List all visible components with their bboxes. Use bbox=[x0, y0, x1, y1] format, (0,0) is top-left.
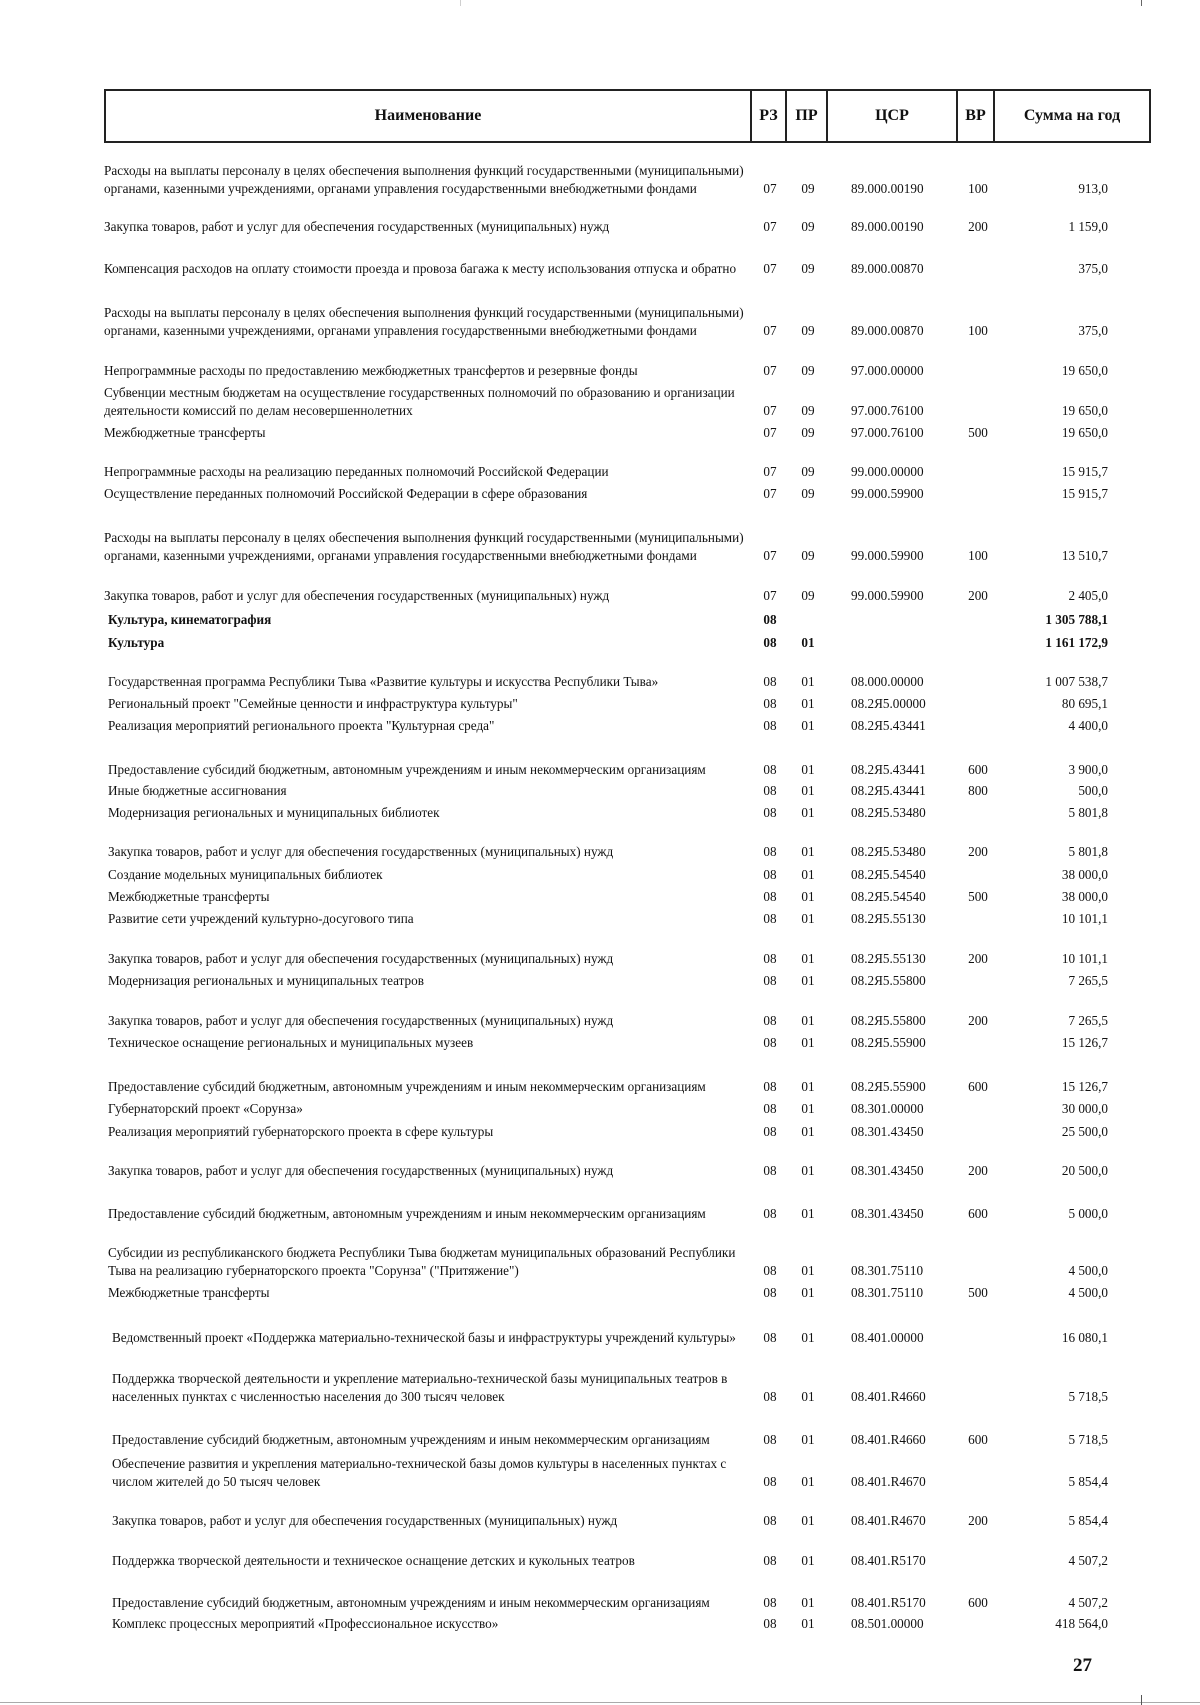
row-pr: 09 bbox=[801, 261, 815, 276]
row-rz: 07 bbox=[763, 486, 777, 501]
row-rz: 07 bbox=[763, 363, 777, 378]
row-vr: 200 bbox=[968, 1163, 988, 1178]
row-rz: 08 bbox=[763, 696, 777, 711]
row-csr: 89.000.00870 bbox=[851, 323, 924, 338]
row-name: Предоставление субсидий бюджетным, автономным учреждениям и иным некоммерческим организациям bbox=[108, 1206, 706, 1221]
row-name: Субвенции местным бюджетам на осуществление государственных полномочий по образованию и организации деятельности комиссий по делам несовершеннолетних bbox=[104, 385, 735, 418]
row-csr: 08.401.R4660 bbox=[851, 1389, 926, 1404]
row-pr: 01 bbox=[801, 783, 815, 798]
row-rz: 08 bbox=[763, 1163, 777, 1178]
row-sum: 5 801,8 bbox=[1068, 844, 1108, 859]
row-csr: 08.401.R4660 bbox=[851, 1432, 926, 1447]
row-csr: 08.301.43450 bbox=[851, 1206, 924, 1221]
row-rz: 08 bbox=[763, 1263, 777, 1278]
scan-artifact bbox=[0, 1702, 1200, 1703]
row-rz: 08 bbox=[763, 1432, 777, 1447]
row-name: Закупка товаров, работ и услуг для обеспечения государственных (муниципальных) нужд bbox=[104, 219, 610, 234]
row-rz: 07 bbox=[763, 403, 777, 418]
row-sum: 15 915,7 bbox=[1061, 486, 1108, 501]
row-pr: 01 bbox=[801, 805, 815, 820]
row-vr: 100 bbox=[968, 181, 988, 196]
row-name: Межбюджетные трансферты bbox=[108, 889, 270, 904]
row-name: Непрограммные расходы на реализацию переданных полномочий Российской Федерации bbox=[104, 464, 609, 479]
row-rz: 08 bbox=[763, 1101, 777, 1116]
row-sum: 375,0 bbox=[1078, 323, 1108, 338]
row-rz: 08 bbox=[763, 718, 777, 733]
row-sum: 4 500,0 bbox=[1068, 1285, 1108, 1300]
row-csr: 08.401.R4670 bbox=[851, 1474, 926, 1489]
row-name: Реализация мероприятий губернаторского проекта в сфере культуры bbox=[108, 1124, 494, 1139]
row-pr: 01 bbox=[801, 1474, 815, 1489]
row-vr: 500 bbox=[968, 425, 988, 440]
row-csr: 08.501.00000 bbox=[851, 1616, 924, 1631]
row-csr: 08.2Я5.43441 bbox=[851, 718, 926, 733]
row-sum: 15 126,7 bbox=[1061, 1079, 1108, 1094]
row-rz: 07 bbox=[763, 464, 777, 479]
row-name: Субсидии из республиканского бюджета Республики Тыва бюджетам муниципальных образований Республики Тыва на реализацию губернаторского проекта "Сорунза" ("Притяжение") bbox=[108, 1245, 736, 1278]
row-name: Культура bbox=[108, 635, 165, 650]
row-pr: 01 bbox=[801, 867, 815, 882]
row-csr: 97.000.76100 bbox=[851, 425, 924, 440]
row-csr: 08.301.75110 bbox=[851, 1285, 924, 1300]
row-vr: 200 bbox=[968, 219, 988, 234]
row-sum: 5 718,5 bbox=[1068, 1432, 1108, 1447]
row-csr: 89.000.00870 bbox=[851, 261, 924, 276]
row-csr: 08.401.R4670 bbox=[851, 1513, 926, 1528]
row-csr: 89.000.00190 bbox=[851, 181, 924, 196]
row-pr: 01 bbox=[801, 1101, 815, 1116]
row-sum: 15 126,7 bbox=[1061, 1035, 1108, 1050]
row-sum: 5 718,5 bbox=[1068, 1389, 1108, 1404]
row-pr: 01 bbox=[801, 1389, 815, 1404]
header-csr: ЦСР bbox=[828, 91, 958, 141]
row-sum: 4 507,2 bbox=[1068, 1595, 1108, 1610]
row-sum: 10 101,1 bbox=[1061, 911, 1108, 926]
row-sum: 1 305 788,1 bbox=[1045, 612, 1108, 627]
row-pr: 09 bbox=[801, 486, 815, 501]
row-rz: 08 bbox=[763, 1206, 777, 1221]
row-rz: 07 bbox=[763, 181, 777, 196]
row-csr: 99.000.59900 bbox=[851, 486, 924, 501]
row-sum: 5 000,0 bbox=[1068, 1206, 1108, 1221]
row-name: Осуществление переданных полномочий Российской Федерации в сфере образования bbox=[104, 486, 588, 501]
row-rz: 08 bbox=[763, 612, 777, 627]
row-name: Закупка товаров, работ и услуг для обеспечения государственных (муниципальных) нужд bbox=[112, 1513, 618, 1528]
row-pr: 01 bbox=[801, 1035, 815, 1050]
row-pr: 01 bbox=[801, 1553, 815, 1568]
row-vr: 600 bbox=[968, 1079, 988, 1094]
row-name: Создание модельных муниципальных библиотек bbox=[108, 867, 383, 882]
row-rz: 07 bbox=[763, 219, 777, 234]
row-sum: 38 000,0 bbox=[1061, 889, 1108, 904]
row-rz: 08 bbox=[763, 1553, 777, 1568]
row-csr: 97.000.00000 bbox=[851, 363, 924, 378]
header-sum: Сумма на год bbox=[1023, 107, 1121, 124]
row-sum: 25 500,0 bbox=[1061, 1124, 1108, 1139]
row-csr: 08.2Я5.55130 bbox=[851, 911, 926, 926]
row-sum: 5 854,4 bbox=[1068, 1513, 1108, 1528]
row-name: Реализация мероприятий регионального проекта "Культурная среда" bbox=[108, 718, 495, 733]
row-pr: 09 bbox=[801, 425, 815, 440]
row-rz: 08 bbox=[763, 1079, 777, 1094]
header-name: Наименование bbox=[106, 91, 752, 141]
header-pr: ПР bbox=[787, 91, 828, 141]
row-csr: 99.000.59900 bbox=[851, 588, 924, 603]
row-name: Иные бюджетные ассигнования bbox=[108, 783, 287, 798]
row-rz: 08 bbox=[763, 1513, 777, 1528]
row-name: Предоставление субсидий бюджетным, автономным учреждениям и иным некоммерческим организациям bbox=[112, 1595, 710, 1610]
row-csr: 08.301.75110 bbox=[851, 1263, 924, 1278]
row-name: Расходы на выплаты персоналу в целях обеспечения выполнения функций государственными (муниципальными) органами, казенными учреждениями, органами управления государственными внебюджетными фондами bbox=[104, 305, 744, 338]
row-name: Ведомственный проект «Поддержка материально-технической базы и инфраструктуры учреждений культуры» bbox=[112, 1330, 736, 1345]
row-vr: 500 bbox=[968, 889, 988, 904]
row-pr: 09 bbox=[801, 323, 815, 338]
row-rz: 08 bbox=[763, 783, 777, 798]
row-rz: 07 bbox=[763, 548, 777, 563]
row-name: Техническое оснащение региональных и муниципальных музеев bbox=[108, 1035, 474, 1050]
row-csr: 08.401.00000 bbox=[851, 1330, 924, 1345]
row-vr: 600 bbox=[968, 1206, 988, 1221]
row-csr: 08.2Я5.54540 bbox=[851, 889, 926, 904]
row-pr: 01 bbox=[801, 696, 815, 711]
row-csr: 08.2Я5.53480 bbox=[851, 844, 926, 859]
row-csr: 08.301.00000 bbox=[851, 1101, 924, 1116]
row-sum: 19 650,0 bbox=[1061, 363, 1108, 378]
row-sum: 375,0 bbox=[1078, 261, 1108, 276]
row-sum: 7 265,5 bbox=[1068, 1013, 1108, 1028]
header-vr: ВР bbox=[958, 91, 995, 141]
row-pr: 01 bbox=[801, 1124, 815, 1139]
row-vr: 200 bbox=[968, 588, 988, 603]
row-pr: 09 bbox=[801, 181, 815, 196]
header-rz: РЗ bbox=[752, 91, 787, 141]
row-csr: 08.401.R5170 bbox=[851, 1553, 926, 1568]
row-rz: 08 bbox=[763, 635, 777, 650]
row-pr: 01 bbox=[801, 889, 815, 904]
row-rz: 07 bbox=[763, 323, 777, 338]
row-name: Межбюджетные трансферты bbox=[108, 1285, 270, 1300]
row-rz: 08 bbox=[763, 762, 777, 777]
row-pr: 01 bbox=[801, 1595, 815, 1610]
row-name: Непрограммные расходы по предоставлению межбюджетных трансфертов и резервные фонды bbox=[104, 363, 638, 378]
row-csr: 08.301.43450 bbox=[851, 1124, 924, 1139]
row-rz: 07 bbox=[763, 425, 777, 440]
row-sum: 15 915,7 bbox=[1061, 464, 1108, 479]
row-rz: 08 bbox=[763, 805, 777, 820]
row-name: Модернизация региональных и муниципальных театров bbox=[108, 973, 424, 988]
row-rz: 07 bbox=[763, 588, 777, 603]
row-csr: 97.000.76100 bbox=[851, 403, 924, 418]
row-pr: 09 bbox=[801, 548, 815, 563]
row-rz: 07 bbox=[763, 261, 777, 276]
row-csr: 08.301.43450 bbox=[851, 1163, 924, 1178]
row-rz: 08 bbox=[763, 1389, 777, 1404]
row-vr: 200 bbox=[968, 1513, 988, 1528]
row-csr: 08.2Я5.54540 bbox=[851, 867, 926, 882]
row-sum: 13 510,7 bbox=[1061, 548, 1108, 563]
row-pr: 09 bbox=[801, 219, 815, 234]
row-name: Предоставление субсидий бюджетным, автономным учреждениям и иным некоммерческим организациям bbox=[108, 1079, 706, 1094]
row-name: Государственная программа Республики Тыва «Развитие культуры и искусства Республики Тыва» bbox=[108, 674, 659, 689]
row-name: Модернизация региональных и муниципальных библиотек bbox=[108, 805, 440, 820]
row-csr: 08.000.00000 bbox=[851, 674, 924, 689]
row-sum: 38 000,0 bbox=[1061, 867, 1108, 882]
row-pr: 09 bbox=[801, 403, 815, 418]
row-csr: 08.2Я5.43441 bbox=[851, 762, 926, 777]
row-name: Закупка товаров, работ и услуг для обеспечения государственных (муниципальных) нужд bbox=[108, 844, 614, 859]
row-csr: 99.000.59900 bbox=[851, 548, 924, 563]
row-sum: 4 500,0 bbox=[1068, 1263, 1108, 1278]
row-sum: 7 265,5 bbox=[1068, 973, 1108, 988]
row-rz: 08 bbox=[763, 1595, 777, 1610]
row-pr: 01 bbox=[801, 1013, 815, 1028]
row-vr: 800 bbox=[968, 783, 988, 798]
row-sum: 418 564,0 bbox=[1055, 1616, 1108, 1631]
row-sum: 5 854,4 bbox=[1068, 1474, 1108, 1489]
row-name: Расходы на выплаты персоналу в целях обеспечения выполнения функций государственными (муниципальными) органами, казенными учреждениями, органами управления государственными внебюджетными фондами bbox=[104, 163, 744, 196]
row-sum: 19 650,0 bbox=[1061, 403, 1108, 418]
row-csr: 08.2Я5.55900 bbox=[851, 1079, 926, 1094]
row-pr: 01 bbox=[801, 718, 815, 733]
row-name: Развитие сети учреждений культурно-досугового типа bbox=[108, 911, 414, 926]
row-name: Поддержка творческой деятельности и укрепление материально-технической базы муниципальных театров в населенных пунктах с численностью населения до 300 тысяч человек bbox=[112, 1371, 728, 1404]
row-name: Региональный проект "Семейные ценности и инфраструктура культуры" bbox=[108, 696, 518, 711]
row-name: Поддержка творческой деятельности и техническое оснащение детских и кукольных театров bbox=[112, 1553, 635, 1568]
row-pr: 01 bbox=[801, 1513, 815, 1528]
row-vr: 200 bbox=[968, 951, 988, 966]
row-name: Губернаторский проект «Сорунза» bbox=[108, 1101, 303, 1116]
row-rz: 08 bbox=[763, 867, 777, 882]
row-name: Расходы на выплаты персоналу в целях обеспечения выполнения функций государственными (муниципальными) органами, казенными учреждениями, органами управления государственными внебюджетными фондами bbox=[104, 530, 744, 563]
row-pr: 01 bbox=[801, 951, 815, 966]
row-pr: 01 bbox=[801, 1285, 815, 1300]
row-pr: 01 bbox=[801, 1616, 815, 1631]
row-name: Межбюджетные трансферты bbox=[104, 425, 266, 440]
row-pr: 09 bbox=[801, 363, 815, 378]
row-pr: 01 bbox=[801, 635, 815, 650]
row-vr: 100 bbox=[968, 548, 988, 563]
row-sum: 500,0 bbox=[1078, 783, 1108, 798]
row-csr: 08.2Я5.53480 bbox=[851, 805, 926, 820]
row-sum: 1 007 538,7 bbox=[1045, 674, 1108, 689]
row-rz: 08 bbox=[763, 1616, 777, 1631]
row-name: Закупка товаров, работ и услуг для обеспечения государственных (муниципальных) нужд bbox=[104, 588, 610, 603]
row-sum: 19 650,0 bbox=[1061, 425, 1108, 440]
row-pr: 09 bbox=[801, 464, 815, 479]
row-sum: 4 400,0 bbox=[1068, 718, 1108, 733]
row-csr: 08.2Я5.55800 bbox=[851, 1013, 926, 1028]
row-csr: 89.000.00190 bbox=[851, 219, 924, 234]
row-sum: 4 507,2 bbox=[1068, 1553, 1108, 1568]
row-sum: 2 405,0 bbox=[1068, 588, 1108, 603]
row-csr: 08.2Я5.00000 bbox=[851, 696, 926, 711]
row-pr: 01 bbox=[801, 1079, 815, 1094]
row-name: Предоставление субсидий бюджетным, автономным учреждениям и иным некоммерческим организациям bbox=[112, 1432, 710, 1447]
row-rz: 08 bbox=[763, 1035, 777, 1050]
row-pr: 01 bbox=[801, 1432, 815, 1447]
row-rz: 08 bbox=[763, 951, 777, 966]
row-csr: 99.000.00000 bbox=[851, 464, 924, 479]
row-pr: 01 bbox=[801, 844, 815, 859]
row-sum: 80 695,1 bbox=[1061, 696, 1108, 711]
row-name: Компенсация расходов на оплату стоимости проезда и провоза багажа к месту использования отпуска и обратно bbox=[104, 261, 737, 276]
row-csr: 08.2Я5.55130 bbox=[851, 951, 926, 966]
row-name: Обеспечение развития и укрепления материально-технической базы домов культуры в населенных пунктах с числом жителей до 50 тысяч человек bbox=[112, 1456, 727, 1489]
row-sum: 30 000,0 bbox=[1061, 1101, 1108, 1116]
row-vr: 100 bbox=[968, 323, 988, 338]
row-pr: 09 bbox=[801, 588, 815, 603]
row-pr: 01 bbox=[801, 911, 815, 926]
row-sum: 1 161 172,9 bbox=[1045, 635, 1108, 650]
row-rz: 08 bbox=[763, 1330, 777, 1345]
row-sum: 20 500,0 bbox=[1061, 1163, 1108, 1178]
row-rz: 08 bbox=[763, 1013, 777, 1028]
row-rz: 08 bbox=[763, 1285, 777, 1300]
row-sum: 3 900,0 bbox=[1068, 762, 1108, 777]
row-rz: 08 bbox=[763, 1474, 777, 1489]
row-rz: 08 bbox=[763, 674, 777, 689]
row-pr: 01 bbox=[801, 1163, 815, 1178]
row-rz: 08 bbox=[763, 911, 777, 926]
row-sum: 16 080,1 bbox=[1061, 1330, 1108, 1345]
row-pr: 01 bbox=[801, 762, 815, 777]
row-pr: 01 bbox=[801, 1330, 815, 1345]
row-name: Комплекс процессных мероприятий «Профессиональное искусство» bbox=[112, 1616, 499, 1631]
row-name: Предоставление субсидий бюджетным, автономным учреждениям и иным некоммерческим организациям bbox=[108, 762, 706, 777]
row-sum: 913,0 bbox=[1078, 181, 1108, 196]
row-rz: 08 bbox=[763, 973, 777, 988]
row-csr: 08.2Я5.55900 bbox=[851, 1035, 926, 1050]
row-vr: 600 bbox=[968, 762, 988, 777]
row-vr: 200 bbox=[968, 844, 988, 859]
row-csr: 08.2Я5.55800 bbox=[851, 973, 926, 988]
scan-artifact bbox=[1141, 1695, 1142, 1705]
row-pr: 01 bbox=[801, 1263, 815, 1278]
row-rz: 08 bbox=[763, 844, 777, 859]
row-sum: 10 101,1 bbox=[1061, 951, 1108, 966]
row-pr: 01 bbox=[801, 973, 815, 988]
row-vr: 200 bbox=[968, 1013, 988, 1028]
row-csr: 08.401.R5170 bbox=[851, 1595, 926, 1610]
row-name: Культура, кинематография bbox=[108, 612, 272, 627]
row-csr: 08.2Я5.43441 bbox=[851, 783, 926, 798]
row-name: Закупка товаров, работ и услуг для обеспечения государственных (муниципальных) нужд bbox=[108, 1013, 614, 1028]
row-rz: 08 bbox=[763, 889, 777, 904]
row-name: Закупка товаров, работ и услуг для обеспечения государственных (муниципальных) нужд bbox=[108, 1163, 614, 1178]
row-sum: 5 801,8 bbox=[1068, 805, 1108, 820]
row-vr: 500 bbox=[968, 1285, 988, 1300]
row-vr: 600 bbox=[968, 1432, 988, 1447]
row-pr: 01 bbox=[801, 1206, 815, 1221]
row-vr: 600 bbox=[968, 1595, 988, 1610]
row-sum: 1 159,0 bbox=[1068, 219, 1108, 234]
row-name: Закупка товаров, работ и услуг для обеспечения государственных (муниципальных) нужд bbox=[108, 951, 614, 966]
row-pr: 01 bbox=[801, 674, 815, 689]
page-number: 27 bbox=[1073, 1655, 1092, 1676]
row-rz: 08 bbox=[763, 1124, 777, 1139]
